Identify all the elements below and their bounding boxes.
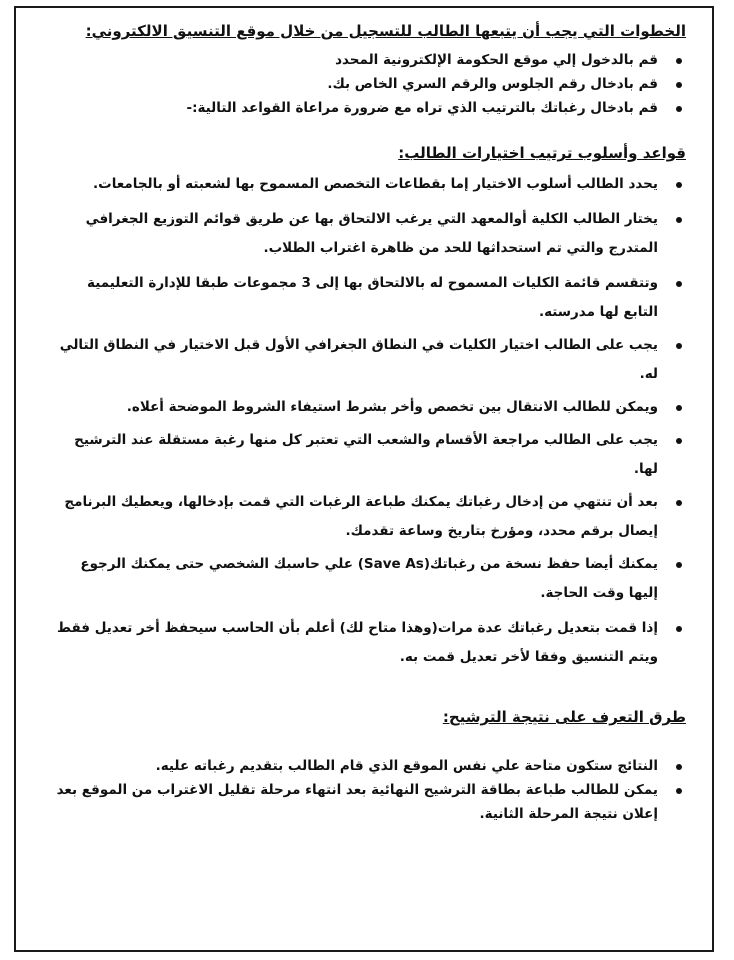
- list-item: يمكن للطالب طباعة بطاقة الترشيح النهائية بعد انتهاء مرحلة تقليل الاغتراب من الموقع بعد إعلان نتيجة المرحلة الثانية.: [56, 778, 686, 826]
- selection-rules-list: [56, 170, 686, 672]
- list-item: قم بادخال رقم الجلوس والرقم السري الخاص بك.: [56, 72, 686, 96]
- document-content: [56, 20, 686, 826]
- list-item: ويمكن للطالب الانتقال بين تخصص وأخر بشرط استيفاء الشروط الموضحة أعلاه.: [56, 393, 686, 422]
- list-item: قم بالدخول إلي موقع الحكومة الإلكترونية المحدد: [56, 48, 686, 72]
- list-item: النتائج ستكون متاحة علي نفس الموقع الذي قام الطالب بتقديم رغباته عليه.: [56, 754, 686, 778]
- list-item: يجب على الطالب مراجعة الأقسام والشعب التي تعتبر كل منها رغبة مستقلة عند الترشيح لها.: [56, 426, 686, 484]
- list-item: بعد أن تنتهي من إدخال رغباتك يمكنك طباعة الرغبات التي قمت بإدخالها، ويعطيك البرنامج إيصال برقم محدد، ومؤرخ بتاريخ وساعة تقدمك.: [56, 488, 686, 546]
- list-item: يمكنك أيضا حفظ نسخة من رغباتك(Save As) علي حاسبك الشخصي حتى يمكنك الرجوع إليها وقت الحاجة.: [56, 550, 686, 608]
- list-item: وتتقسم قائمة الكليات المسموح له بالالتحاق بها إلى 3 مجموعات طبقا للإدارة التعليمية التابع لها مدرسته.: [56, 269, 686, 327]
- document-border: [14, 6, 714, 952]
- section-heading-results: طرق التعرف على نتيجة الترشيح:: [442, 708, 686, 726]
- list-item: إذا قمت بتعديل رغباتك عدة مرات(وهذا متاح لك) أعلم بأن الحاسب سيحفظ أخر تعديل فقط ويتم التنسيق وفقا لأخر تعديل قمت به.: [56, 614, 686, 672]
- list-item: يختار الطالب الكلية أوالمعهد التي يرغب الالتحاق بها عن طريق قوائم التوزيع الجغرافي المتدرج والتي تم استحداثها للحد من ظاهرة اغتراب الطلاب.: [56, 205, 686, 263]
- list-item: يجب على الطالب اختيار الكليات في النطاق الجغرافي الأول قبل الاختيار في النطاق التالي له.: [56, 331, 686, 389]
- list-item: قم بادخال رغباتك بالترتيب الذي تراه مع ضرورة مراعاة القواعد التالية:-: [56, 96, 686, 120]
- results-list: [56, 754, 686, 826]
- registration-steps-list: [56, 48, 686, 120]
- list-item: يحدد الطالب أسلوب الاختيار إما بقطاعات التخصص المسموح بها لشعبته أو بالجامعات.: [56, 170, 686, 199]
- section-heading-selection-rules: قواعد وأسلوب ترتيب اختيارات الطالب:: [398, 144, 686, 162]
- section-heading-registration-steps: الخطوات التي يجب أن يتبعها الطالب للتسجيل من خلال موقع التنسيق الالكتروني:: [85, 22, 686, 40]
